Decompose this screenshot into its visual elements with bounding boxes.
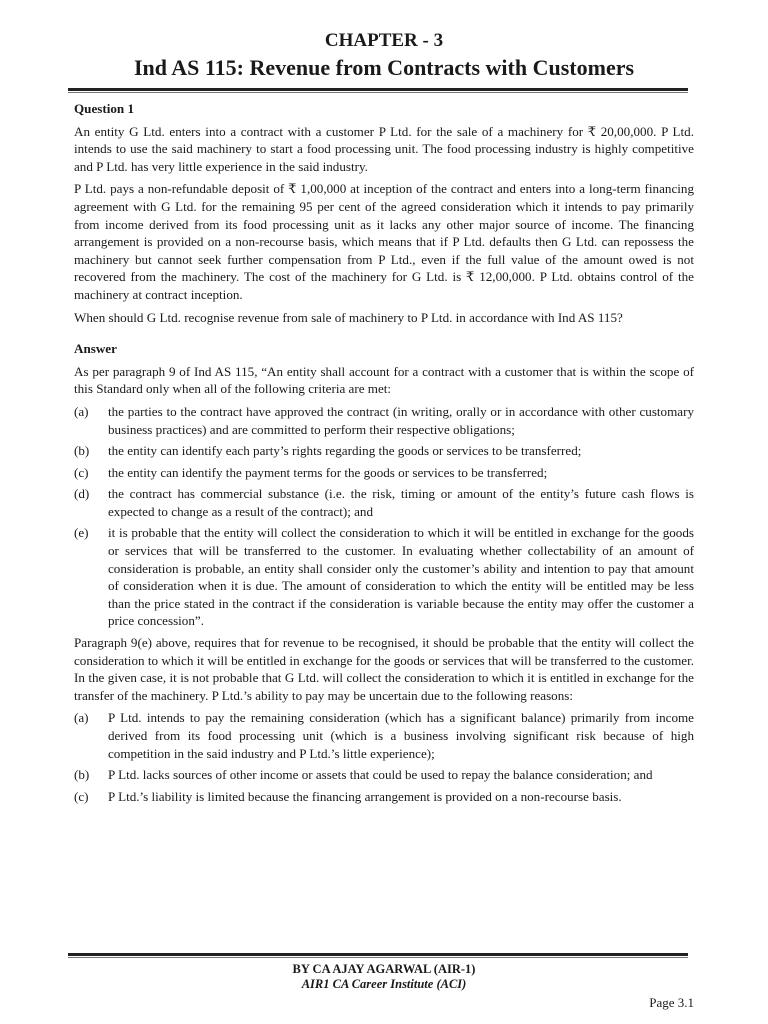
list-item: [74, 485, 694, 520]
list-item-label: (e): [74, 525, 89, 541]
question-paragraph-3: When should G Ltd. recognise revenue from sale of machinery to P Ltd. in accordance with Ind AS 115?: [74, 309, 623, 325]
answer-analysis: Paragraph 9(e) above, requires that for revenue to be recognised, it should be probable that the entity will collect the consideration to which it will be entitled in exchange for the goods or services that will be transferred to the customer. In the given case, it is not probable that G Ltd. will collect the consideration to which it is entitled in exchange for the transfer of the machinery. P Ltd.’s ability to pay may be uncertain due to the following reasons:: [74, 635, 694, 703]
header-divider-thin: [68, 92, 688, 93]
list-item-text: P Ltd. intends to pay the remaining consideration (which has a significant balance) primarily from income derived from its food processing unit (which is a business involving significant risk because of high competition in the said industry and P Ltd.’s little experience);: [108, 710, 694, 761]
list-item-text: the contract has commercial substance (i.e. the risk, timing or amount of the entity’s future cash flows is expected to change as a result of the contract); and: [108, 486, 694, 519]
footer-divider: [68, 953, 688, 956]
list-item: [74, 403, 694, 438]
footer-divider-thin: [68, 957, 688, 958]
page-content: [74, 100, 694, 809]
chapter-label: CHAPTER - 3: [324, 30, 444, 51]
header-divider: [68, 88, 688, 91]
question-paragraph-2: P Ltd. pays a non-refundable deposit of ₹ 1,00,000 at inception of the contract and enters into a long-term financing agreement with G Ltd. for the remaining 95 per cent of the agreed consideration which it intends to pay primarily from income derived from its food processing unit as it lacks any other major source of income. The financing arrangement is provided on a non-recourse basis, which means that if P Ltd. defaults then G Ltd. can repossess the machinery but cannot seek further compensation from P Ltd., even if the full value of the amount owed is not recovered from the machinery. The cost of the machinery for G Ltd. is ₹ 12,00,000. P Ltd. obtains control of the machinery at contract inception.: [74, 181, 694, 302]
list-item: [74, 464, 694, 482]
criteria-list: [74, 403, 694, 630]
list-item-label: (c): [74, 788, 89, 804]
footer-author: BY CA AJAY AGARWAL (AIR-1): [292, 962, 476, 976]
list-item: [74, 709, 694, 762]
list-item-label: (b): [74, 767, 90, 783]
list-item-label: (a): [74, 403, 89, 419]
question-heading: Question 1: [74, 101, 135, 116]
list-item: [74, 766, 694, 784]
list-item: [74, 442, 694, 460]
list-item-label: (c): [74, 464, 89, 480]
list-item-text: P Ltd. lacks sources of other income or assets that could be used to repay the balance consideration; and: [108, 767, 653, 783]
list-item-label: (a): [74, 710, 89, 726]
list-item-text: the parties to the contract have approved the contract (in writing, orally or in accordance with other customary business practices) and are committed to perform their respective obligations;: [108, 403, 694, 437]
answer-heading: Answer: [74, 341, 117, 357]
list-item-text: the entity can identify the payment terms for the goods or services to be transferred;: [108, 464, 548, 480]
page-number: Page 3.1: [649, 995, 694, 1010]
list-item-label: (d): [74, 486, 90, 502]
list-item-text: P Ltd.’s liability is limited because the financing arrangement is provided on a non-recourse basis.: [108, 788, 622, 804]
list-item: [74, 524, 694, 630]
list-item-label: (b): [74, 443, 90, 459]
list-item-text: the entity can identify each party’s rights regarding the goods or services to be transferred;: [108, 443, 582, 459]
list-item: [74, 788, 694, 806]
reasons-list: [74, 709, 694, 805]
page-title: Ind AS 115: Revenue from Contracts with Customers: [133, 55, 635, 80]
footer-institute: AIR1 CA Career Institute (ACI): [301, 977, 467, 991]
list-item-text: it is probable that the entity will collect the consideration to which it will be entitled in exchange for the goods or services that will be transferred to the customer. In evaluating whether collectability of an amount of consideration is probable, an entity shall consider only the customer’s ability and intention to pay that amount of consideration when it is due. The amount of consideration to which the entity will be entitled may be less than the price stated in the contract if the consideration is variable because the entity may offer the customer a price concession”.: [108, 525, 694, 629]
answer-intro: As per paragraph 9 of Ind AS 115, “An entity shall account for a contract with a customer that is within the scope of this Standard only when all of the following criteria are met:: [74, 363, 694, 397]
question-paragraph-1: An entity G Ltd. enters into a contract with a customer P Ltd. for the sale of a machinery for ₹ 20,00,000. P Ltd. intends to use the said machinery to start a food processing unit. The food processing industry is highly competitive and P Ltd. has very little experience in the said industry.: [74, 123, 694, 174]
